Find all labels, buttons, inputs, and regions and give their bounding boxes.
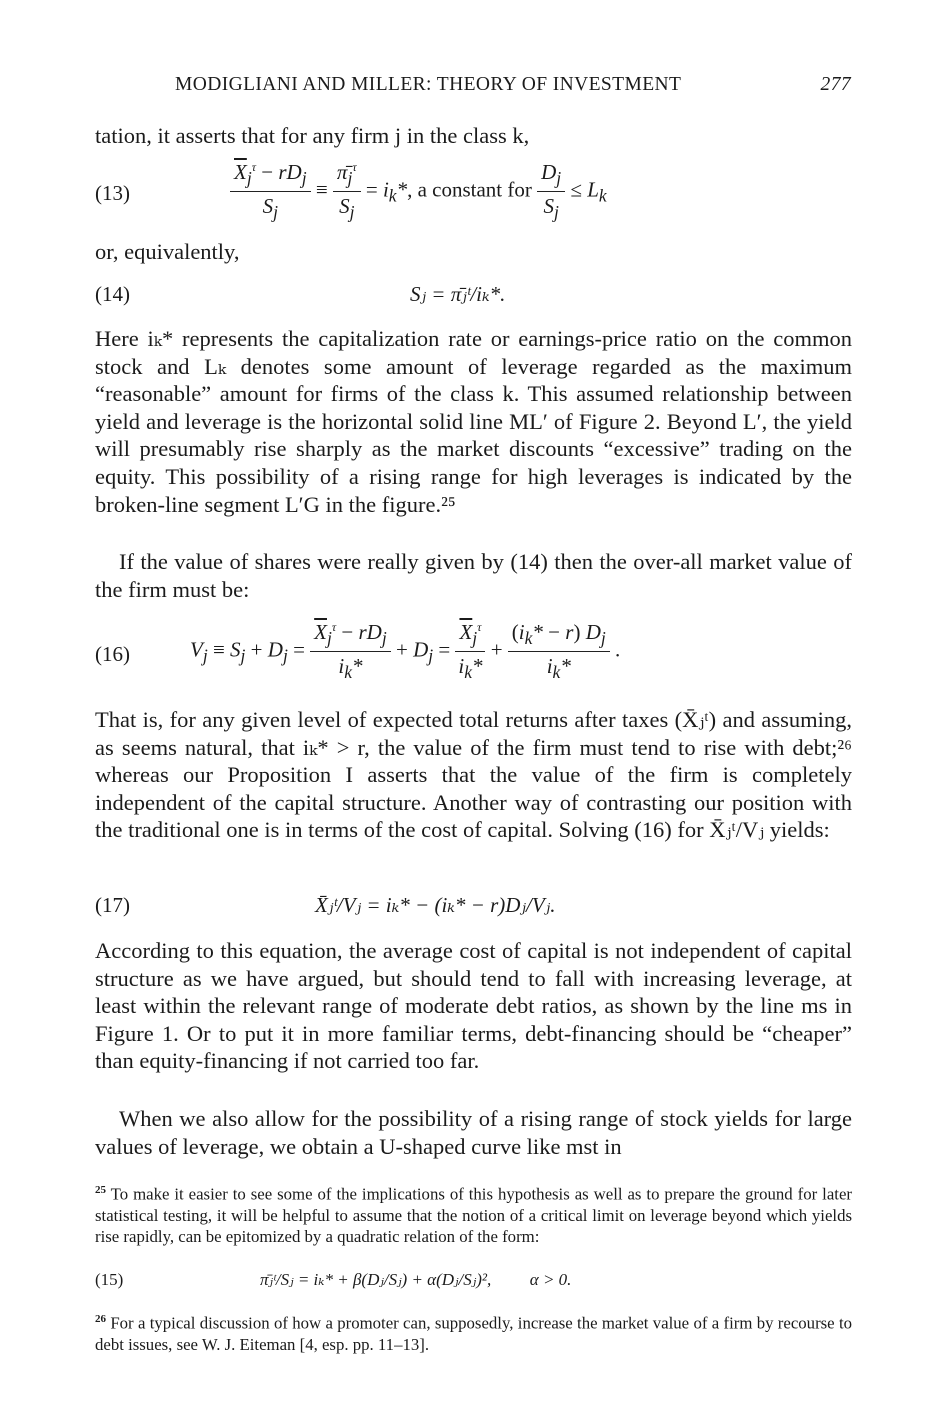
footnote-25 xyxy=(95,1180,852,1247)
paragraph-6: According to this equation, the average cost of capital is not independent of capital structure as we have argued, but should tend to fall with increasing leverage, at least within the relevant range of moderate debt ratios, as shown by the line ms in Figure 1. Or to put it in more familiar terms, debt-financing should be “cheaper” than equity-financing if not carried too far. xyxy=(95,938,852,1074)
paragraph-1: tation, it asserts that for any firm j in the class k, xyxy=(95,123,530,148)
running-title: MODIGLIANI AND MILLER: THEORY OF INVESTMENT xyxy=(175,74,682,95)
footnote-26-text: For a typical discussion of how a promoter can, supposedly, increase the market value of a firm by recourse to debt issues, see W. J. Eiteman [4, esp. pp. 11–13]. xyxy=(95,1313,853,1354)
eq16-frac-1: $\frac{\overline{X}_j^\tau - rD_j}{i_k*}$ xyxy=(310,620,391,683)
equation-15-condition: α > 0. xyxy=(529,1270,572,1289)
paragraph-4: If the value of shares were really given by (14) then the over-all market value of the firm must be: xyxy=(95,549,852,602)
equation-16-label: (16) xyxy=(95,642,130,666)
equation-15-text: π̄ⱼᵗ/Sⱼ = iₖ* + β(Dⱼ/Sⱼ) + α(Dⱼ/Sⱼ)², xyxy=(260,1270,492,1289)
paragraph-3: Here iₖ* represents the capitalization rate or earnings-price ratio on the common stock and Lₖ denotes some amount of leverage regarded as the maximum “reasonable” amount for firms of the class k. This assumed relationship between yield and leverage is the horizontal solid line ML′ of Figure 2. Beyond L′, the yield will presumably rise sharply as the market discounts “excessive” trading on the equity. This possibility of a rising range for high leverages is indicated by the broken-line segment L′G in the figure.²⁵ xyxy=(95,326,852,517)
eq16-frac-2: $\frac{\overline{X}_j^\tau}{i_k*}$ xyxy=(455,620,485,683)
equation-15 xyxy=(260,1270,571,1290)
equation-15-label: (15) xyxy=(95,1270,124,1289)
footnote-25-mark: 25 xyxy=(95,1184,106,1196)
eq13-frac-3: $\frac{D_j}{S_j}$ xyxy=(537,160,565,223)
equation-17: X̄ⱼᵗ/Vⱼ = iₖ* − (iₖ* − r)Dⱼ/Vⱼ. xyxy=(315,893,556,917)
eq13-frac-2: $\frac{\pī_j^\tau}{S_j}$ xyxy=(333,160,361,223)
paragraph-5: That is, for any given level of expected total returns after taxes (X̄ⱼᵗ) and assuming, as seems natural, that iₖ* > r, the value of the firm must tend to rise with debt;²⁶ whereas our Proposition I asserts that the value of the firm is completely independent of the capital structure. Another way of contrasting our position with the traditional one is in terms of the cost of capital. Solving (16) for X̄ⱼᵗ/Vⱼ yields: xyxy=(95,707,852,843)
footnote-25-text: To make it easier to see some of the implications of this hypothesis as well as to prepare the ground for later statistical testing, it will be helpful to assume that the notion of a critical limit on leverage beyond which yields rise rapidly, can be epitomized by a quadratic relation of the form: xyxy=(95,1184,852,1246)
equation-13: $\frac{\overline{X}_j^\tau - rD_j}{S_j}$ ≡ $\frac{\pī_j^\tau}{S_j}$ = $i_k*$, a constant for $\frac{D_j}{S_j}$ ≤ $L_k$ xyxy=(230,160,607,223)
equation-13-label: (13) xyxy=(95,181,130,205)
paragraph-7: When we also allow for the possibility of a rising range of stock yields for large values of leverage, we obtain a U-shaped curve like mst in xyxy=(95,1106,852,1159)
equation-14-label: (14) xyxy=(95,282,130,306)
eq16-frac-3: $\frac{(i_k* - r) D_j}{i_k*}$ xyxy=(508,620,610,683)
footnote-26 xyxy=(95,1309,852,1355)
equation-14: Sⱼ = π̄ⱼᵗ/iₖ*. xyxy=(410,282,506,306)
equation-16: $V_j \equiv S_j + D_j$ = $\frac{\overline{X}_j^\tau - rD_j}{i_k*}$ + $D_j$ = $\frac{\overline{X}_j^\tau}{i_k*}$ + $\frac{(i_k* - r) D_j}{i_k*}$ . xyxy=(190,620,621,683)
footnote-26-mark: 26 xyxy=(95,1313,106,1325)
running-header xyxy=(175,74,855,96)
page-number: 277 xyxy=(820,74,851,95)
eq13-frac-1: $\frac{\overline{X}_j^\tau - rD_j}{S_j}$ xyxy=(230,160,311,223)
eq13-constant-text: , a constant for xyxy=(407,177,532,202)
equation-17-label: (17) xyxy=(95,893,130,917)
paragraph-2: or, equivalently, xyxy=(95,239,240,264)
